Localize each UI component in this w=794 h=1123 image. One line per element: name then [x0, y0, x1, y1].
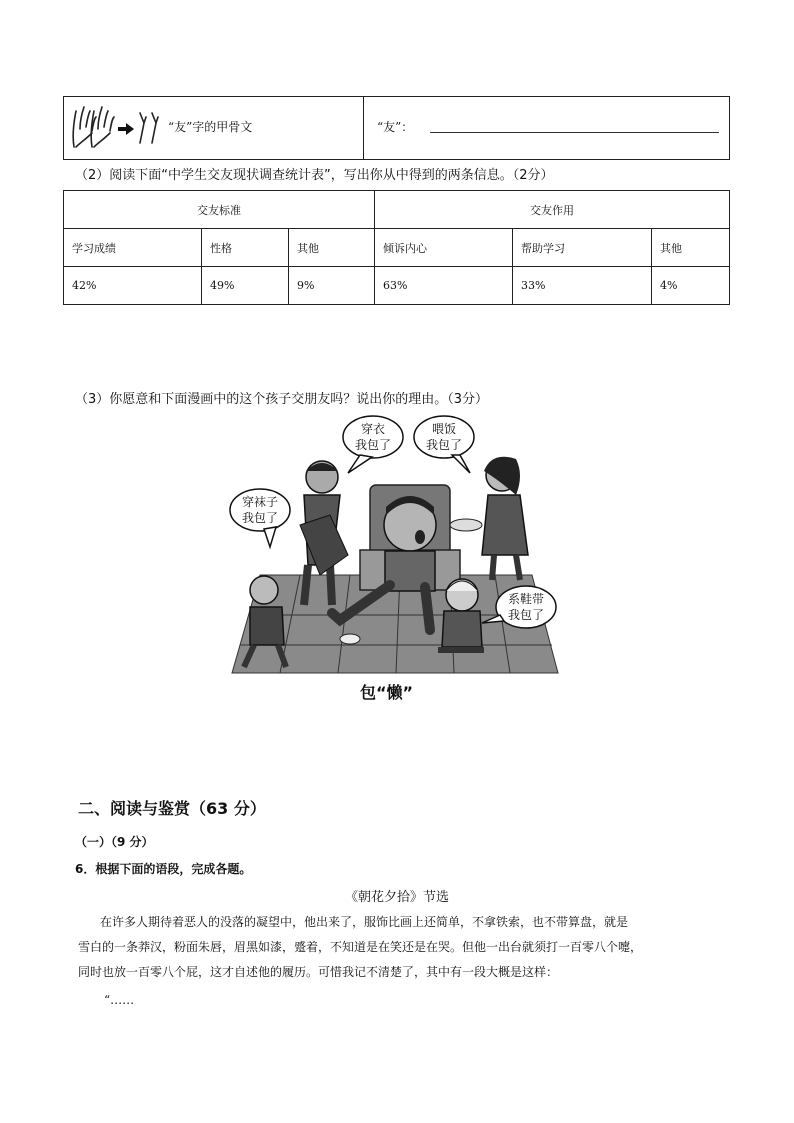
table-cell: 49%: [202, 267, 289, 305]
bubble-shoelace-line2: 我包了: [507, 608, 545, 622]
table-cell: 33%: [513, 267, 652, 305]
bubble-dress-line1: 穿衣: [360, 422, 386, 436]
table-cell: 4%: [652, 267, 730, 305]
column-header: 性格: [202, 229, 289, 267]
bubble-dress-line2: 我包了: [354, 438, 392, 452]
passage-line-2: 雪白的一条莽汉，粉面朱唇，眉黑如漆，蹙着，不知道是在笑还是在哭。但他一出台就须打一百零八个嚏，: [78, 940, 643, 954]
question-2: （2）阅读下面“中学生交友现状调查统计表”，写出你从中得到的两条信息。（2分）: [75, 168, 554, 183]
table-row: [64, 267, 730, 305]
survey-table: [63, 190, 730, 305]
bubble-feed-line2: 我包了: [425, 438, 463, 452]
group-header-standard: 交友标准: [64, 191, 375, 229]
passage-title: 《朝花夕拾》节选: [344, 890, 449, 905]
column-header: 其他: [289, 229, 375, 267]
column-header: 倾诉内心: [375, 229, 513, 267]
bubble-feed-line1: 喂饭: [431, 422, 457, 436]
table-cell: 9%: [289, 267, 375, 305]
table-row: [64, 191, 730, 229]
oracle-caption: “友”字的甲骨文: [168, 120, 253, 134]
oracle-answer-label: “友”：: [377, 120, 414, 134]
group-header-effect: 交友作用: [375, 191, 730, 229]
passage-line-3: 同时也放一百零八个屁，这才自述他的履历。可惜我记不清楚了，其中有一段大概是这样：: [78, 965, 559, 979]
oracle-bone-glyph-image: [66, 99, 166, 159]
passage-line-4: “……: [104, 993, 135, 1007]
bubble-socks-line1: 穿袜子: [241, 495, 279, 509]
section-title: 二、阅读与鉴赏（63 分）: [78, 799, 266, 818]
question-3: （3）你愿意和下面漫画中的这个孩子交朋友吗？说出你的理由。（3分）: [75, 392, 489, 407]
passage-line-1: 在许多人期待着恶人的没落的凝望中，他出来了，服饰比画上还简单，不拿铁索，也不带算盘，就是: [100, 915, 629, 929]
column-header: 学习成绩: [64, 229, 202, 267]
column-header: 帮助学习: [513, 229, 652, 267]
comic-illustration: [220, 415, 566, 677]
oracle-table: [63, 96, 730, 160]
oracle-answer-cell: [364, 97, 729, 159]
column-header: 其他: [652, 229, 730, 267]
comic-title: 包“懒”: [360, 683, 414, 702]
bubble-socks-line2: 我包了: [241, 511, 279, 525]
question-6: 6．根据下面的语段，完成各题。: [75, 862, 252, 876]
table-row: [64, 229, 730, 267]
table-cell: 63%: [375, 267, 513, 305]
table-cell: 42%: [64, 267, 202, 305]
subsection-title: （一）（9 分）: [75, 835, 154, 849]
bubble-shoelace-line1: 系鞋带: [507, 592, 545, 606]
answer-line[interactable]: [430, 132, 719, 133]
oracle-cell: [64, 97, 364, 159]
